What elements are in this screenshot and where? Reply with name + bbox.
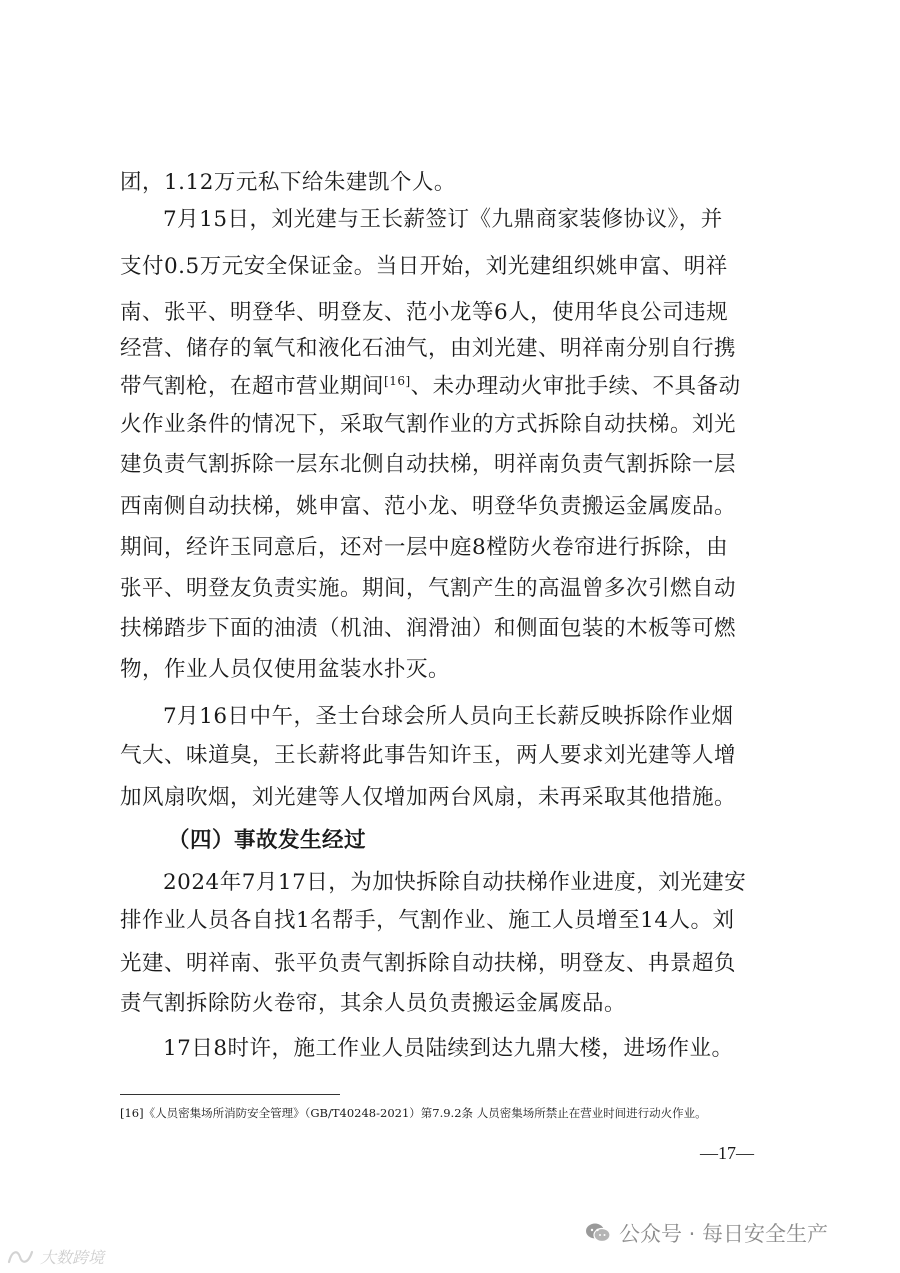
body-line-3: 支付0.5万元安全保证金。当日开始，刘光建组织姚申富、明祥 [120, 254, 728, 279]
body-line-19: 光建、明祥南、张平负责气割拆除自动扶梯，明登友、冉景超负 [120, 951, 737, 976]
body-line-1: 团，1.12万元私下给朱建凯个人。 [120, 170, 456, 195]
body-line-9: 西南侧自动扶梯，姚申富、范小龙、明登华负责搬运金属废品。 [120, 494, 737, 519]
body-line-21: 17日8时许，施工作业人员陆续到达九鼎大楼，进场作业。 [163, 1036, 734, 1061]
watermark-brand-text: 大数跨境 [40, 1248, 105, 1267]
body-line-14: 7月16日中午，圣士台球会所人员向王长薪反映拆除作业烟 [163, 704, 734, 729]
body-line-2: 7月15日，刘光建与王长薪签订《九鼎商家装修协议》，并 [163, 207, 723, 232]
page-number: —17— [700, 1143, 754, 1163]
body-line-13: 物，作业人员仅使用盆装水扑灭。 [120, 657, 451, 682]
footnote-divider [120, 1094, 340, 1095]
body-line-4: 南、张平、明登华、明登友、范小龙等6人，使用华良公司违规 [120, 300, 729, 325]
body-line-8: 建负责气割拆除一层东北侧自动扶梯，明祥南负责气割拆除一层 [120, 452, 737, 477]
body-line-6 [120, 372, 741, 402]
watermark-brand [6, 1245, 104, 1268]
body-line-15: 气大、味道臭，王长薪将此事告知许玉，两人要求刘光建等人增 [120, 743, 737, 768]
body-line-7: 火作业条件的情况下，采取气割作业的方式拆除自动扶梯。刘光 [120, 412, 737, 437]
body-line-5: 经营、储存的氧气和液化石油气，由刘光建、明祥南分别自行携 [120, 336, 737, 361]
body-line-17: 2024年7月17日，为加快拆除自动扶梯作业进度，刘光建安 [163, 870, 747, 895]
body-line-11: 张平、明登友负责实施。期间，气割产生的高温曾多次引燃自动 [120, 576, 737, 601]
body-line-12: 扶梯踏步下面的油渍（机油、润滑油）和侧面包装的木板等可燃 [120, 616, 737, 641]
footnote: [16]《人员密集场所消防安全管理》（GB/T40248-2021）第7.9.2条 人员密集场所禁止在营业时间进行动火作业。 [120, 1106, 707, 1120]
body-line-6-part-a: 带气割枪，在超市营业期间 [120, 374, 385, 399]
section-heading: （四）事故发生经过 [168, 828, 367, 853]
watermark-wechat-text: 公众号 · 每日安全生产 [619, 1222, 829, 1246]
body-line-6-part-b: 、未办理动火审批手续、不具备动 [410, 374, 741, 399]
body-line-16: 加风扇吹烟，刘光建等人仅增加两台风扇，未再采取其他措施。 [120, 785, 737, 810]
wechat-icon [585, 1222, 611, 1244]
body-line-18: 排作业人员各自找1名帮手，气割作业、施工人员增至14人。刘 [120, 908, 735, 933]
body-line-20: 责气割拆除防火卷帘，其余人员负责搬运金属废品。 [120, 991, 627, 1016]
footnote-marker: [16] [384, 373, 411, 388]
body-line-10: 期间，经许玉同意后，还对一层中庭8樘防火卷帘进行拆除，由 [120, 535, 729, 560]
watermark-logo-icon [6, 1248, 36, 1266]
watermark-wechat [585, 1218, 828, 1248]
